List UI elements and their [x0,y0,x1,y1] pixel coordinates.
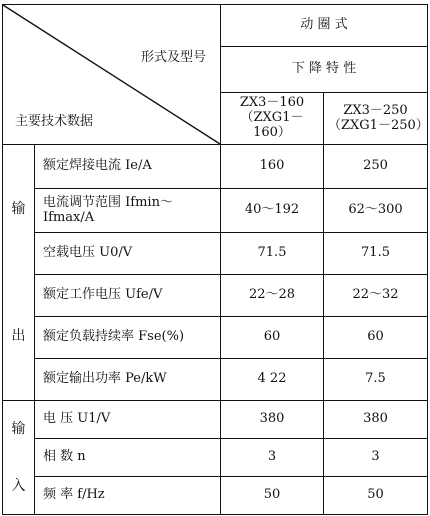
model-2-name: ZX3－250 [343,102,408,118]
row-value-model-2: 380 [324,401,428,439]
row-value-model-2: 250 [324,145,428,189]
row-label: 空载电压 U0/V [35,233,221,275]
row-label: 电流调节范围 Ifmin～Ifmax/A [35,189,221,233]
row-value-model-1: 380 [221,401,324,439]
type-label: 动 圈 式 [221,5,428,47]
row-value-model-2: 50 [324,477,428,515]
table-row [3,145,428,189]
input-group-char-1: 输 [11,421,26,438]
model-2-alt-name: （ZXG1－250） [328,117,429,133]
model-1-alt-name: （ZXG1－160） [240,110,304,140]
row-value-model-1: 71.5 [221,233,324,275]
table-row [3,233,428,275]
row-value-model-2: 7.5 [324,359,428,401]
header-row-1 [3,5,428,47]
row-label: 额定负载持续率 Fse(%) [35,317,221,359]
spec-table [2,4,428,515]
row-header-label: 形式及型号 [140,50,206,65]
row-value-model-2: 60 [324,317,428,359]
table-row [3,439,428,477]
table-row [3,275,428,317]
model-2-cell [324,93,428,145]
row-label: 电 压 U1/V [35,401,221,439]
row-value-model-1: 160 [221,145,324,189]
characteristic-label: 下 降 特 性 [221,47,428,93]
table-row [3,189,428,233]
output-group-char-2: 出 [11,328,26,345]
row-value-model-1: 3 [221,439,324,477]
column-header-label: 主要技术数据 [15,114,94,130]
row-label: 额定输出功率 Pe/kW [35,359,221,401]
row-value-model-2: 3 [324,439,428,477]
table-row [3,317,428,359]
row-value-model-1: 40～192 [221,189,324,233]
input-group-char-2: 入 [11,477,26,494]
table-row [3,359,428,401]
model-1-cell [221,93,324,145]
input-group-label [3,401,35,515]
output-group-label [3,145,35,401]
row-label: 额定焊接电流 Ie/A [35,145,221,189]
row-value-model-1: 22～28 [221,275,324,317]
row-value-model-2: 62～300 [324,189,428,233]
row-label: 频 率 f/Hz [35,477,221,515]
table-row [3,477,428,515]
row-value-model-2: 22～32 [324,275,428,317]
output-group-char-1: 输 [11,200,26,217]
table-row [3,401,428,439]
model-1-name: ZX3－160 [239,95,305,111]
row-label: 额定工作电压 Ufe/V [35,275,221,317]
header-diagonal-cell [3,5,221,145]
row-value-model-1: 4 22 [221,359,324,401]
row-value-model-2: 71.5 [324,233,428,275]
row-label: 相 数 n [35,439,221,477]
row-value-model-1: 60 [221,317,324,359]
row-value-model-1: 50 [221,477,324,515]
